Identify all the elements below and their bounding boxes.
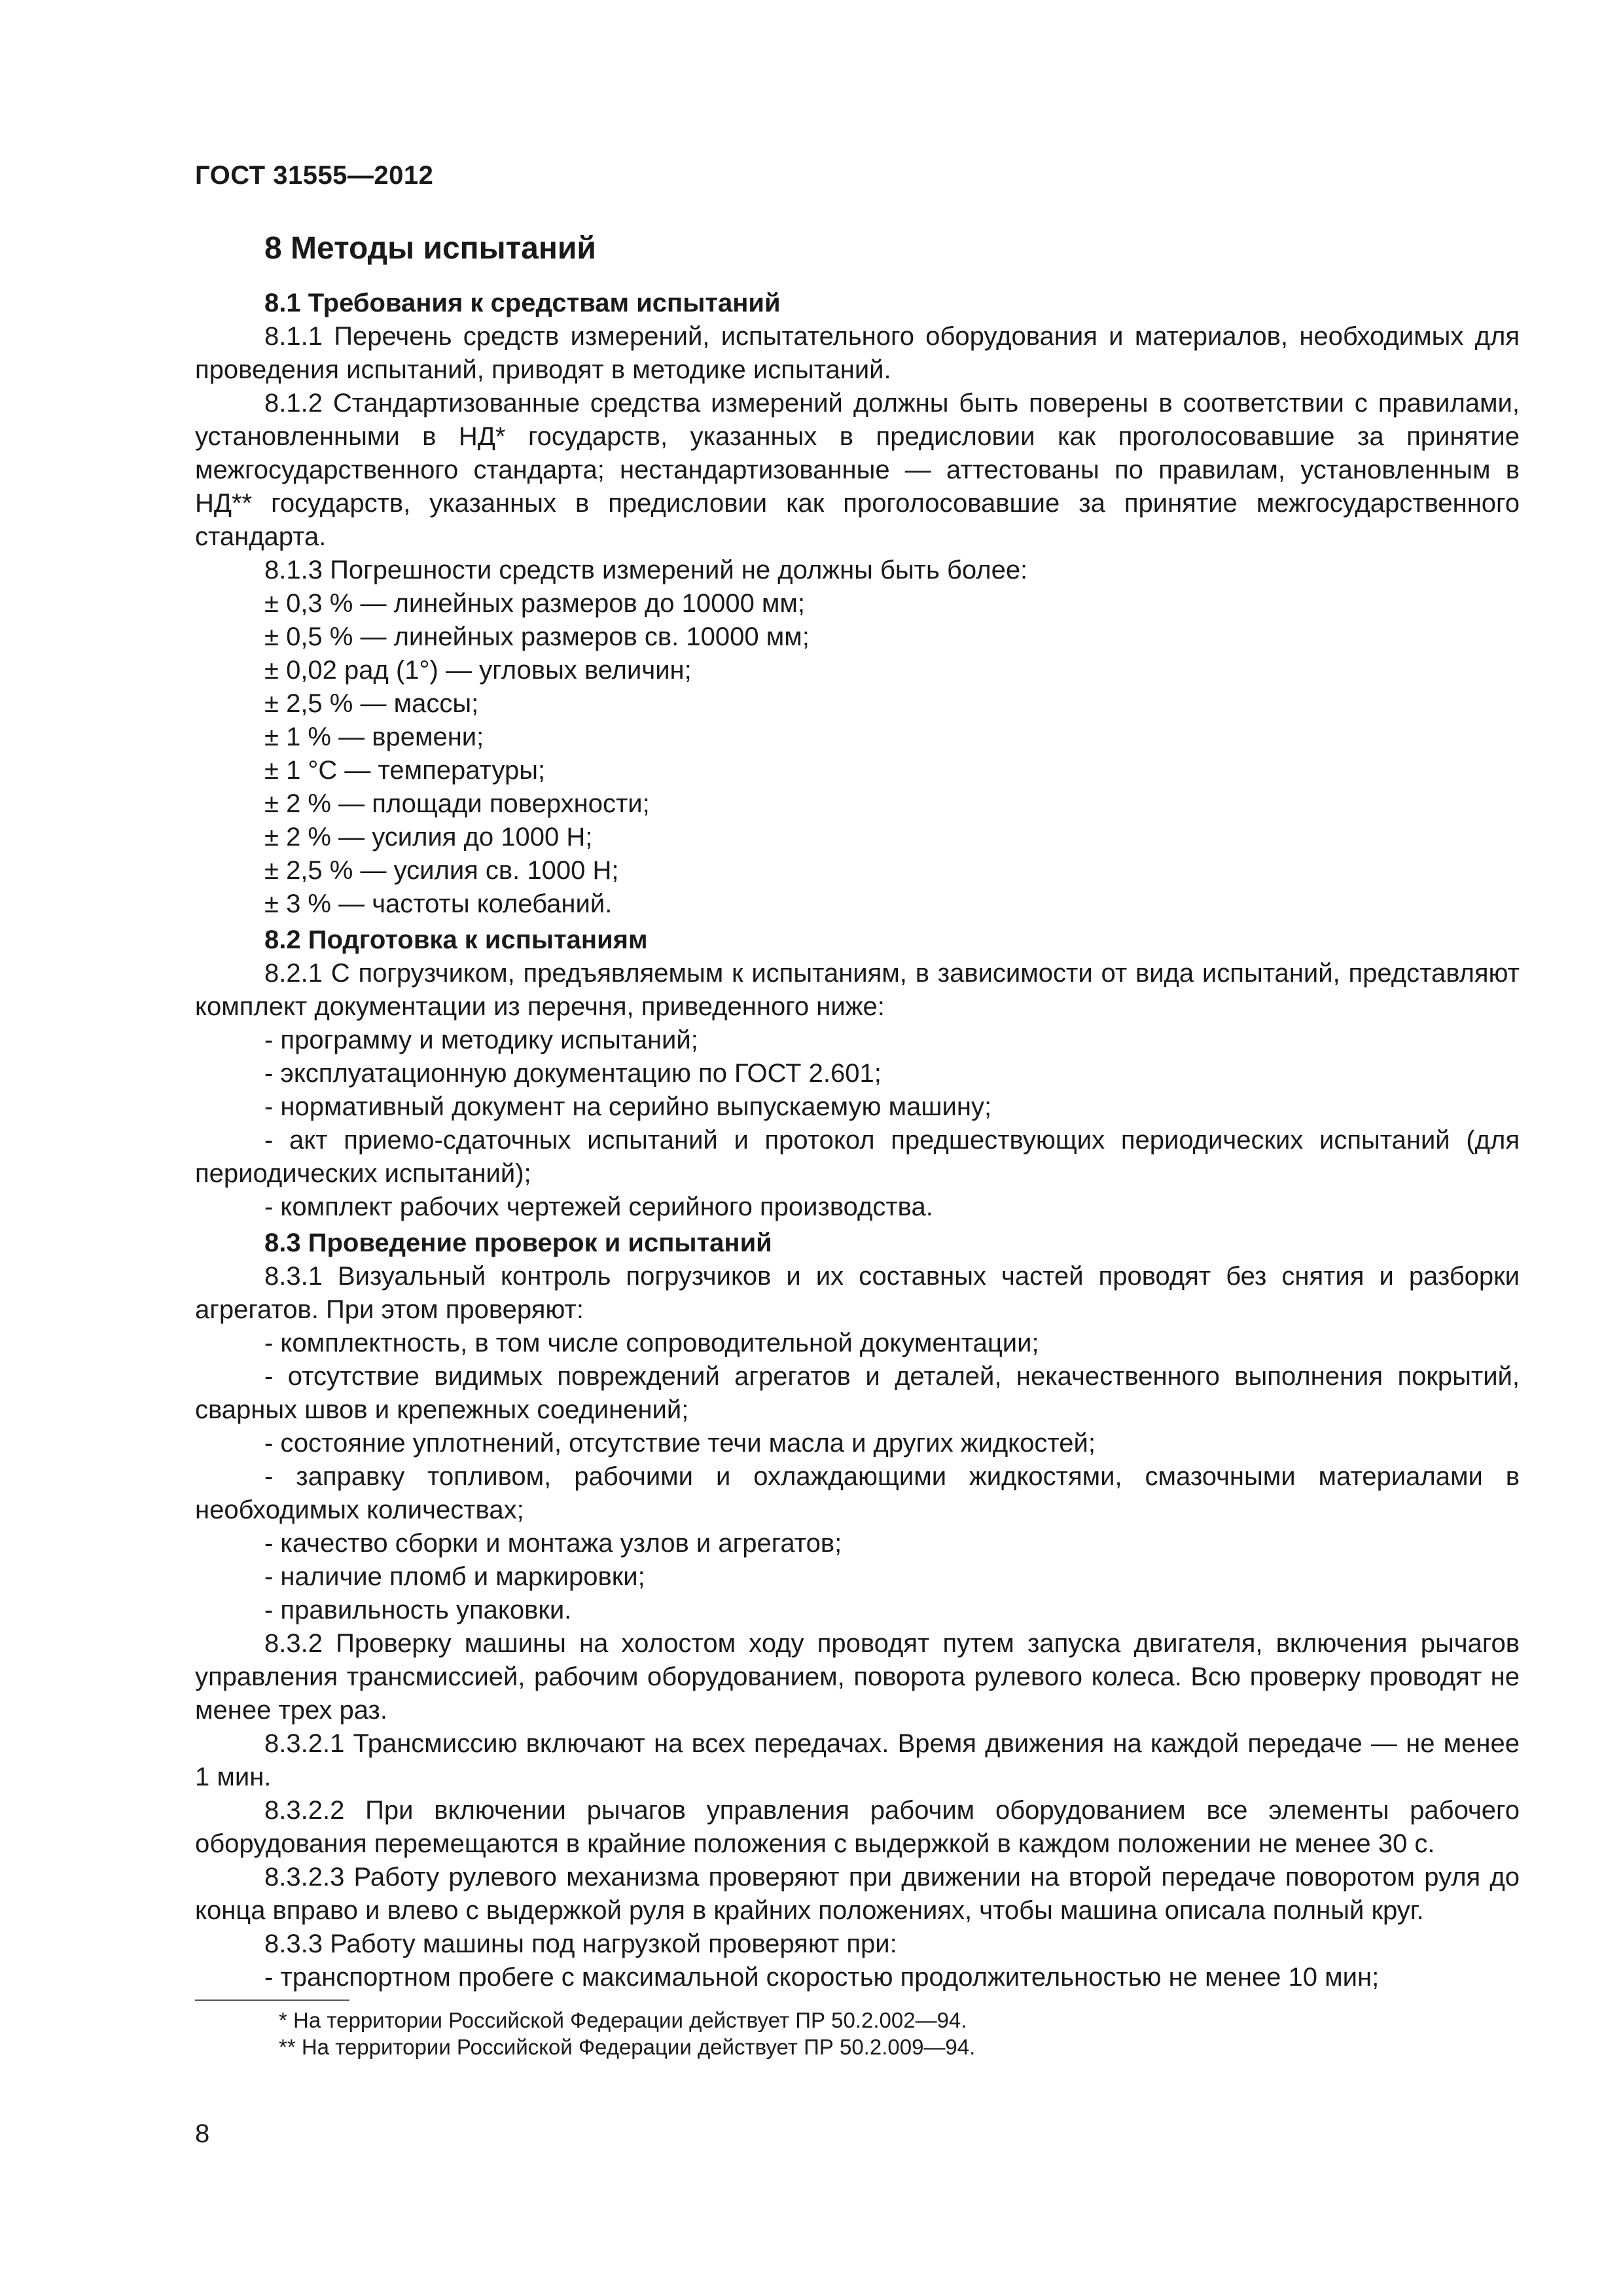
- paragraph: 8.1.3 Погрешности средств измерений не должны быть более:: [264, 556, 1028, 584]
- paragraph: 8.1.2 Стандартизованные средства измерений должны быть поверены в соответствии с правилами, установленными в НД* государств, указанных в предисловии как проголосовавшие за принятие межгосударственного стандарта; нестандартизованные — аттестованы по правилам, установленным в НД** государств, указанных в предисловии как проголосовавшие за принятие межгосударственного стандарта.: [195, 389, 1520, 551]
- list-item: ± 0,3 % — линейных размеров до 10000 мм;: [264, 589, 806, 618]
- list-item: - заправку топливом, рабочими и охлаждающими жидкостями, смазочными материалами в необходимых количествах;: [195, 1462, 1520, 1524]
- footnote: ** На территории Российской Федерации действует ПР 50.2.009—94.: [279, 2035, 976, 2059]
- footnote-divider: [195, 2000, 349, 2001]
- list-item: - акт приемо-сдаточных испытаний и протокол предшествующих периодических испытаний (для периодических испытаний);: [195, 1126, 1520, 1188]
- list-item: - правильность упаковки.: [264, 1596, 572, 1624]
- subsection-title: 8.2 Подготовка к испытаниям: [264, 925, 648, 954]
- list-item: - комплект рабочих чертежей серийного производства.: [264, 1193, 933, 1221]
- list-item: ± 0,5 % — линейных размеров св. 10000 мм;: [264, 622, 810, 651]
- list-item: - качество сборки и монтажа узлов и агрегатов;: [264, 1529, 842, 1558]
- paragraph: 8.3.2.3 Работу рулевого механизма проверяют при движении на второй передаче поворотом руля до конца вправо и влево с выдержкой руля в крайних положениях, чтобы машина описала полный круг.: [195, 1863, 1520, 1925]
- subsection-title: 8.3 Проведение проверок и испытаний: [264, 1229, 772, 1257]
- list-item: ± 1 % — времени;: [264, 723, 484, 751]
- list-item: ± 2,5 % — массы;: [264, 689, 479, 718]
- list-item: ± 2 % — усилия до 1000 Н;: [264, 823, 593, 852]
- paragraph: 8.1.1 Перечень средств измерений, испытательного оборудования и материалов, необходимых для проведения испытаний, приводят в методике испытаний.: [195, 322, 1520, 384]
- list-item: ± 3 % — частоты колебаний.: [264, 889, 613, 918]
- section-title: 8 Методы испытаний: [264, 231, 596, 266]
- list-item: ± 0,02 рад (1°) — угловых величин;: [264, 656, 692, 685]
- document-code-header: ГОСТ 31555—2012: [195, 161, 434, 190]
- list-item: ± 2,5 % — усилия св. 1000 Н;: [264, 856, 619, 885]
- list-item: - транспортном пробеге с максимальной скоростью продолжительностью не менее 10 мин;: [264, 1963, 1380, 1992]
- list-item: - программу и методику испытаний;: [264, 1026, 698, 1054]
- list-item: ± 1 °С — температуры;: [264, 756, 546, 785]
- list-item: - нормативный документ на серийно выпускаемую машину;: [264, 1092, 992, 1121]
- paragraph: 8.3.1 Визуальный контроль погрузчиков и их составных частей проводят без снятия и разборки агрегатов. При этом проверяют:: [195, 1262, 1520, 1324]
- list-item: ± 2 % — площади поверхности;: [264, 789, 650, 818]
- list-item: - отсутствие видимых повреждений агрегатов и деталей, некачественного выполнения покрытий, сварных швов и крепежных соединений;: [195, 1362, 1520, 1424]
- footnote: * На территории Российской Федерации действует ПР 50.2.002—94.: [279, 2008, 967, 2032]
- footnotes: [195, 2007, 1520, 2060]
- subsection-title: 8.1 Требования к средствам испытаний: [264, 289, 781, 317]
- paragraph: 8.3.2.1 Трансмиссию включают на всех передачах. Время движения на каждой передаче — не менее 1 мин.: [195, 1729, 1520, 1791]
- list-item: - комплектность, в том числе сопроводительной документации;: [264, 1329, 1039, 1357]
- paragraph: 8.3.3 Работу машины под нагрузкой проверяют при:: [264, 1929, 897, 1958]
- paragraph: 8.3.2.2 При включении рычагов управления рабочим оборудованием все элементы рабочего оборудования перемещаются в крайние положения с выдержкой в каждом положении не менее 30 с.: [195, 1796, 1520, 1858]
- list-item: - состояние уплотнений, отсутствие течи масла и других жидкостей;: [264, 1429, 1096, 1458]
- paragraph: 8.3.2 Проверку машины на холостом ходу проводят путем запуска двигателя, включения рычагов управления трансмиссией, рабочим оборудованием, поворота рулевого колеса. Всю проверку проводят не менее трех раз.: [195, 1629, 1520, 1725]
- text-blocks: [195, 287, 1520, 1994]
- paragraph: 8.2.1 С погрузчиком, предъявляемым к испытаниям, в зависимости от вида испытаний, представляют комплект документации из перечня, приведенного ниже:: [195, 959, 1520, 1021]
- list-item: - наличие пломб и маркировки;: [264, 1562, 645, 1591]
- document-body: [195, 228, 1520, 1994]
- page-number: 8: [195, 2119, 210, 2148]
- list-item: - эксплуатационную документацию по ГОСТ 2.601;: [264, 1059, 882, 1088]
